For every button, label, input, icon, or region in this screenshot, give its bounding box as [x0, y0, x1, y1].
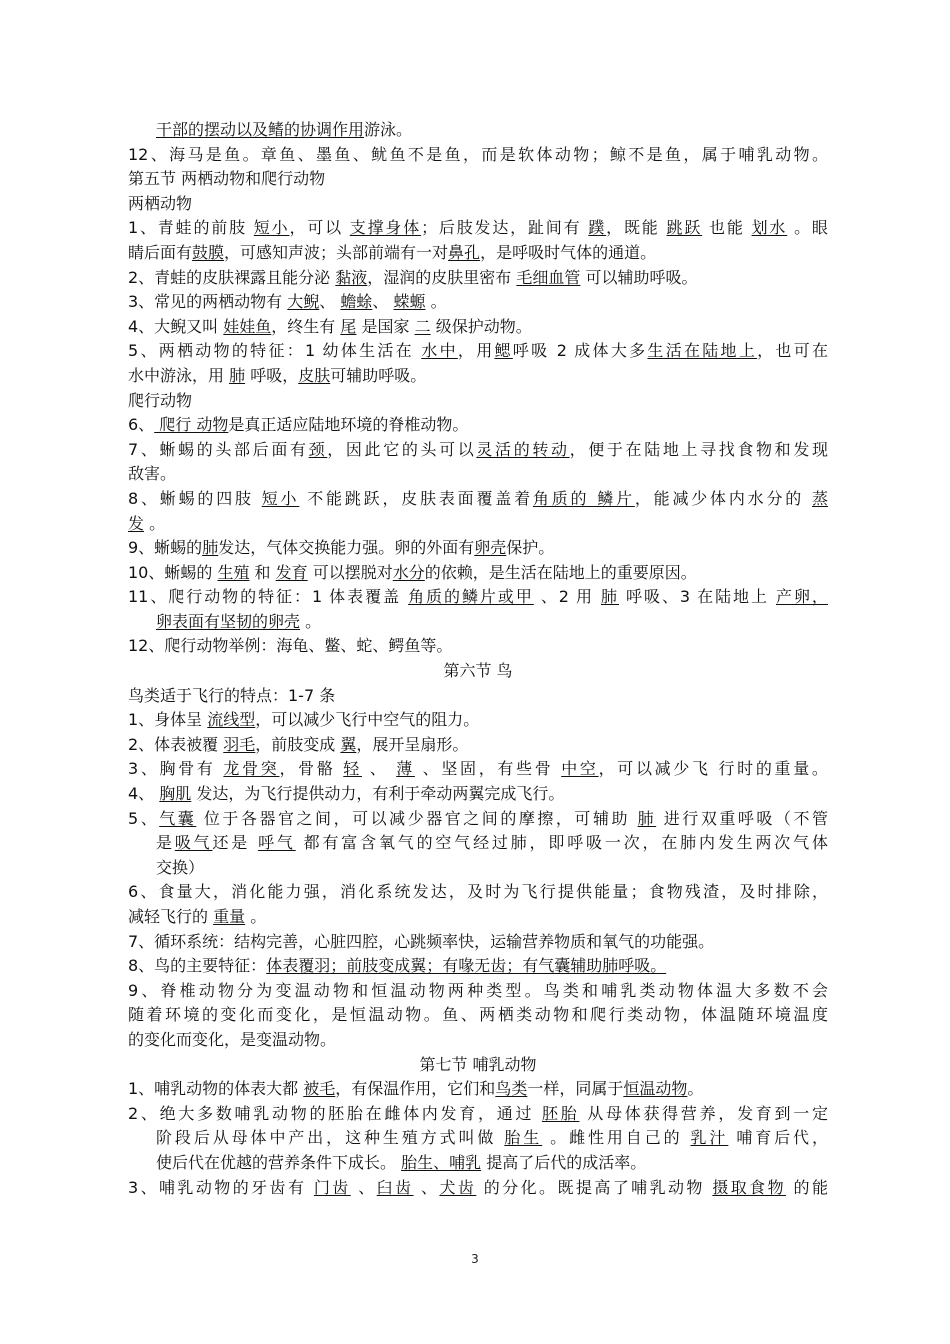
text-line — [128, 1126, 828, 1151]
text-segment: 9、蜥蜴的 — [128, 538, 203, 558]
document-body — [128, 118, 828, 1200]
text-line — [128, 192, 828, 217]
text-line — [128, 536, 828, 561]
answer-blank: 黏液 — [335, 267, 368, 287]
text-segment: 12、海马是鱼。章鱼、墨鱼、鱿鱼不是鱼，而是软体动物；鲸不是鱼，属于哺乳动物。 — [128, 144, 828, 164]
answer-blank: 灵活的转动 — [476, 439, 570, 459]
answer-blank: 门齿 — [313, 1177, 351, 1197]
text-line — [128, 905, 828, 930]
text-segment: 。眼 — [787, 218, 828, 238]
answer-blank: 翼 — [340, 734, 357, 754]
answer-blank: 吸气 — [174, 833, 213, 853]
text-segment: 都有富含氧气的空气经过肺，即呼吸一次，在肺内发生两次气体 — [295, 833, 828, 853]
answer-blank: 水中 — [421, 341, 458, 361]
text-segment: 鸟类适于飞行的特点：1-7 条 — [128, 685, 336, 705]
text-segment: 从母体获得营养，发育到一定 — [579, 1103, 828, 1123]
text-segment: 第六节 鸟 — [443, 661, 513, 681]
answer-blank: 鸟类 — [495, 1079, 528, 1099]
text-segment: ，终生有 — [271, 316, 341, 336]
text-segment: 3、常见的两栖动物有 — [128, 292, 288, 312]
text-segment: 呼吸 2 成体大多 — [512, 341, 648, 361]
answer-blank: 龙骨突 — [223, 759, 280, 779]
answer-blank: 产卵， — [776, 587, 828, 607]
answer-blank: 胚胎 — [541, 1103, 580, 1123]
text-segment: 是 — [156, 833, 175, 853]
text-segment: 12、爬行动物举例：海龟、鳖、蛇、鳄鱼等。 — [128, 636, 453, 656]
answer-blank: 轻 — [343, 759, 362, 779]
text-line — [128, 339, 828, 364]
text-segment: 保护。 — [506, 538, 555, 558]
text-line — [128, 831, 828, 856]
text-line — [128, 1028, 828, 1053]
answer-blank: 犬齿 — [439, 1177, 477, 1197]
answer-blank: 发育 — [275, 562, 308, 582]
text-segment: ，可感知声波；头部前端有一对 — [224, 242, 449, 262]
text-segment: ，能减少体内水分的 — [634, 488, 812, 508]
answer-blank: 毛细血管 — [516, 267, 581, 287]
text-line — [128, 1053, 828, 1078]
answer-blank: 卵壳 — [474, 538, 507, 558]
text-line — [128, 512, 828, 537]
text-line — [128, 438, 828, 463]
answer-blank: 蝾螈 — [393, 292, 426, 312]
text-line — [128, 413, 828, 438]
text-line — [128, 880, 828, 905]
text-segment: 3、胸骨有 — [128, 759, 224, 779]
text-segment: 4、大鲵又叫 — [128, 316, 224, 336]
text-segment: 。 — [245, 907, 267, 926]
text-segment: 9、脊椎动物分为变温动物和恒温动物两种类型。鸟类和哺乳类动物体温大多数不会 — [128, 980, 828, 1000]
text-segment: 。 — [144, 513, 166, 533]
text-segment: 随着环境的变化而变化，是恒温动物。鱼、两栖类动物和爬行类动物，体温随环境温度 — [128, 1005, 828, 1025]
text-segment: 呼吸， — [245, 365, 299, 385]
text-line — [128, 118, 828, 143]
text-line — [128, 241, 828, 266]
answer-blank: 支撑身体 — [349, 218, 422, 238]
answer-blank: 羽毛 — [223, 734, 256, 754]
text-segment: ，可以减少飞行中空气的阻力。 — [255, 710, 480, 730]
text-line — [128, 634, 828, 659]
page-number: 3 — [471, 1252, 479, 1266]
text-segment: 1、青蛙的前肢 — [128, 218, 254, 238]
answer-blank: 生活在陆地上 — [647, 341, 758, 361]
text-segment: 游泳。 — [364, 120, 413, 139]
text-line — [128, 364, 828, 389]
text-segment: 2、青蛙的皮肤裸露且能分泌 — [128, 267, 336, 287]
answer-blank: 发 — [128, 513, 145, 533]
text-segment: ，骨骼 — [279, 759, 344, 779]
text-segment: 可以辅助呼吸。 — [580, 267, 698, 287]
text-segment: 7、循环系统：结构完善，心脏四腔，心跳频率快，运输营养物质和氧气的功能强。 — [128, 931, 715, 951]
answer-blank: 臼齿 — [376, 1177, 414, 1197]
text-line — [128, 216, 828, 241]
text-line — [128, 487, 828, 512]
text-segment: 8、蜥蜴的四肢 — [128, 488, 262, 508]
text-segment: 、 — [319, 292, 341, 312]
text-segment: 。雌性用自己的 — [542, 1128, 691, 1148]
text-segment: 1、身体呈 — [128, 710, 208, 730]
text-line — [128, 167, 828, 192]
text-segment: 呼吸、3 在陆地上 — [618, 587, 777, 607]
answer-blank: 短小 — [253, 218, 290, 238]
text-segment: 10、蜥蜴的 — [128, 562, 218, 582]
text-segment: 8、鸟的主要特征： — [128, 956, 267, 976]
text-segment: 。 — [300, 611, 322, 631]
text-segment: 可辅助呼吸。 — [330, 365, 427, 385]
text-segment: 4、 — [128, 784, 160, 804]
answer-blank: 呼气 — [258, 833, 296, 853]
text-line — [128, 807, 828, 832]
answer-blank: 大鲵 — [287, 292, 320, 312]
text-line — [128, 561, 828, 586]
text-line — [128, 290, 828, 315]
answer-blank: 划水 — [751, 218, 788, 238]
text-segment: 是真正适应陆地环境的脊椎动物。 — [228, 415, 469, 435]
text-line — [128, 585, 828, 610]
answer-blank: 肺 — [637, 808, 657, 828]
text-segment: 6、食量大，消化能力强，消化系统发达，及时为飞行提供能量；食物残渣，及时排除， — [128, 882, 828, 902]
text-line — [128, 979, 828, 1004]
text-segment: 5、 — [128, 808, 160, 828]
text-segment: ，既能 — [606, 218, 667, 238]
text-line — [128, 684, 828, 709]
text-segment: 位于各器官之间，可以减少器官之间的摩擦，可辅助 — [196, 808, 638, 828]
text-segment: ，可以 — [289, 218, 350, 238]
answer-blank: 水分 — [392, 562, 425, 582]
answer-blank: 蹼 — [588, 218, 607, 238]
text-segment: 的依赖，是生活在陆地上的重要原因。 — [424, 562, 697, 582]
answer-blank: 鼻孔 — [448, 242, 481, 262]
text-segment: ，用 — [457, 341, 495, 361]
text-segment: ，湿润的皮肤里密布 — [367, 267, 517, 287]
text-segment: 是国家 — [356, 316, 415, 336]
answer-blank: 肺 — [202, 538, 219, 558]
text-segment: 、2 用 — [533, 587, 602, 607]
text-segment: ，前肢变成 — [255, 734, 341, 754]
answer-blank: 尾 — [340, 316, 357, 336]
text-segment: 、 — [372, 292, 394, 312]
text-line — [128, 389, 828, 414]
text-segment: ，便于在陆地上寻找食物和发现 — [569, 439, 828, 459]
answer-blank: 胸肌 — [159, 784, 192, 804]
answer-blank: 恒温动物 — [623, 1079, 688, 1099]
text-segment: 进行双重呼吸（不管 — [656, 808, 828, 828]
answer-blank: 二 — [414, 316, 431, 336]
text-segment: ；后肢发达，趾间有 — [421, 218, 589, 238]
text-segment: 第七节 哺乳动物 — [419, 1054, 537, 1074]
text-line — [128, 1102, 828, 1127]
text-segment: 第五节 两栖动物和爬行动物 — [128, 169, 326, 189]
text-line — [128, 757, 828, 782]
text-segment: 敌害。 — [128, 464, 177, 484]
text-line — [128, 315, 828, 340]
text-segment: ，也可在 — [757, 341, 828, 361]
text-segment: 还是 — [212, 833, 259, 853]
answer-blank: 流线型 — [207, 710, 256, 730]
text-segment: 提高了后代的成活率。 — [481, 1152, 647, 1172]
answer-blank: 生殖 — [217, 562, 250, 582]
text-segment: 两栖动物 — [128, 193, 193, 213]
text-segment: 爬行动物 — [128, 390, 193, 410]
text-segment: ，可以减少飞 行时的重量。 — [598, 759, 828, 779]
text-line — [128, 930, 828, 955]
text-segment: 也能 — [702, 218, 752, 238]
text-line — [128, 856, 828, 881]
answer-blank: 蒸 — [811, 488, 828, 508]
text-line — [128, 782, 828, 807]
answer-blank: 胎生、哺乳 — [401, 1152, 482, 1172]
text-line — [128, 954, 828, 979]
text-segment: 6、 — [128, 415, 155, 435]
answer-blank: 乳汁 — [690, 1128, 729, 1148]
text-segment: 发达，气体交换能力强。卵的外面有 — [218, 538, 475, 558]
answer-blank: 鼓膜 — [192, 242, 225, 262]
answer-blank: 体表覆羽；前肢变成翼；有喙无齿；有气囊辅助肺呼吸。 — [266, 956, 667, 976]
text-line — [128, 1003, 828, 1028]
answer-blank: 薄 — [396, 759, 415, 779]
text-line — [128, 708, 828, 733]
text-segment: 。 — [425, 292, 447, 312]
text-segment: ，是呼吸时气体的通道。 — [480, 242, 657, 262]
answer-blank: 角质的鳞片或甲 — [408, 587, 534, 607]
text-segment: 的能 — [786, 1177, 828, 1197]
answer-blank: 爬行 动物 — [154, 415, 229, 435]
text-line — [128, 266, 828, 291]
text-segment: 3、哺乳动物的牙齿有 — [128, 1177, 314, 1197]
text-segment: 哺育后代， — [728, 1128, 828, 1148]
text-line — [128, 733, 828, 758]
answer-blank: 鳃 — [494, 341, 513, 361]
text-line — [128, 1176, 828, 1201]
text-segment: 级保护动物。 — [430, 316, 532, 336]
answer-blank: 胎生 — [504, 1128, 543, 1148]
answer-blank: 重量 — [213, 907, 246, 926]
text-segment: 和 — [249, 562, 276, 582]
text-segment: 5、两栖动物的特征：1 幼体生活在 — [128, 341, 422, 361]
answer-blank: 娃娃鱼 — [223, 316, 272, 336]
text-line — [128, 1077, 828, 1102]
text-line — [128, 462, 828, 487]
text-segment: 2、绝大多数哺乳动物的胚胎在雌体内发育，通过 — [128, 1103, 542, 1123]
text-segment: 、坚固，有些骨 — [414, 759, 562, 779]
text-segment: 水中游泳，用 — [128, 365, 230, 385]
answer-blank: 短小 — [261, 488, 300, 508]
text-line — [128, 1151, 828, 1176]
text-line — [128, 659, 828, 684]
text-line — [128, 610, 828, 635]
answer-blank: 卵表面有坚韧的卵壳 — [156, 611, 301, 631]
answer-blank: 摄取食物 — [712, 1177, 787, 1197]
answer-blank: 皮肤 — [298, 365, 331, 385]
text-segment: ，展开呈扇形。 — [356, 734, 469, 754]
text-segment: 不能跳跃，皮肤表面覆盖着 — [299, 488, 533, 508]
text-segment: 可以摆脱对 — [307, 562, 393, 582]
answer-blank: 肺 — [601, 587, 619, 607]
text-segment: 的变化而变化，是变温动物。 — [128, 1029, 337, 1049]
text-segment: 1、哺乳动物的体表大都 — [128, 1079, 304, 1099]
text-segment: 发达，为飞行提供动力，有利于牵动两翼完成飞行。 — [191, 784, 565, 804]
text-segment: 减轻飞行的 — [128, 907, 214, 926]
answer-blank: 肺 — [229, 365, 246, 385]
text-segment: 阶段后从母体中产出，这种生殖方式叫做 — [156, 1128, 505, 1148]
text-segment: 交换） — [156, 857, 205, 877]
answer-blank: 干部的摆动以及鳍的协调作用 — [156, 120, 365, 139]
text-segment: 使后代在优越的营养条件下成长。 — [156, 1152, 402, 1172]
text-segment: 、 — [413, 1177, 440, 1197]
answer-blank: 蟾蜍 — [340, 292, 373, 312]
text-segment: ，有保温作用，它们和 — [335, 1079, 496, 1099]
text-segment: 、 — [361, 759, 397, 779]
answer-blank: 跳跃 — [666, 218, 703, 238]
text-segment: 一样，同属于 — [527, 1079, 624, 1099]
text-segment: 7、蜥蜴的头部后面有 — [128, 439, 309, 459]
answer-blank: 被毛 — [303, 1079, 336, 1099]
text-segment: 2、体表被覆 — [128, 734, 224, 754]
answer-blank: 颈 — [308, 439, 328, 459]
answer-blank: 中空 — [561, 759, 599, 779]
text-line — [128, 143, 828, 168]
answer-blank: 角质的 鳞片 — [532, 488, 635, 508]
text-segment: ，因此它的头可以 — [327, 439, 477, 459]
text-segment: 、 — [350, 1177, 377, 1197]
text-segment: 睛后面有 — [128, 242, 193, 262]
text-segment: 的分化。既提高了哺乳动物 — [476, 1177, 713, 1197]
text-segment: 。 — [687, 1079, 704, 1099]
answer-blank: 气囊 — [159, 808, 197, 828]
text-segment: 11、爬行动物的特征：1 体表覆盖 — [128, 587, 409, 607]
